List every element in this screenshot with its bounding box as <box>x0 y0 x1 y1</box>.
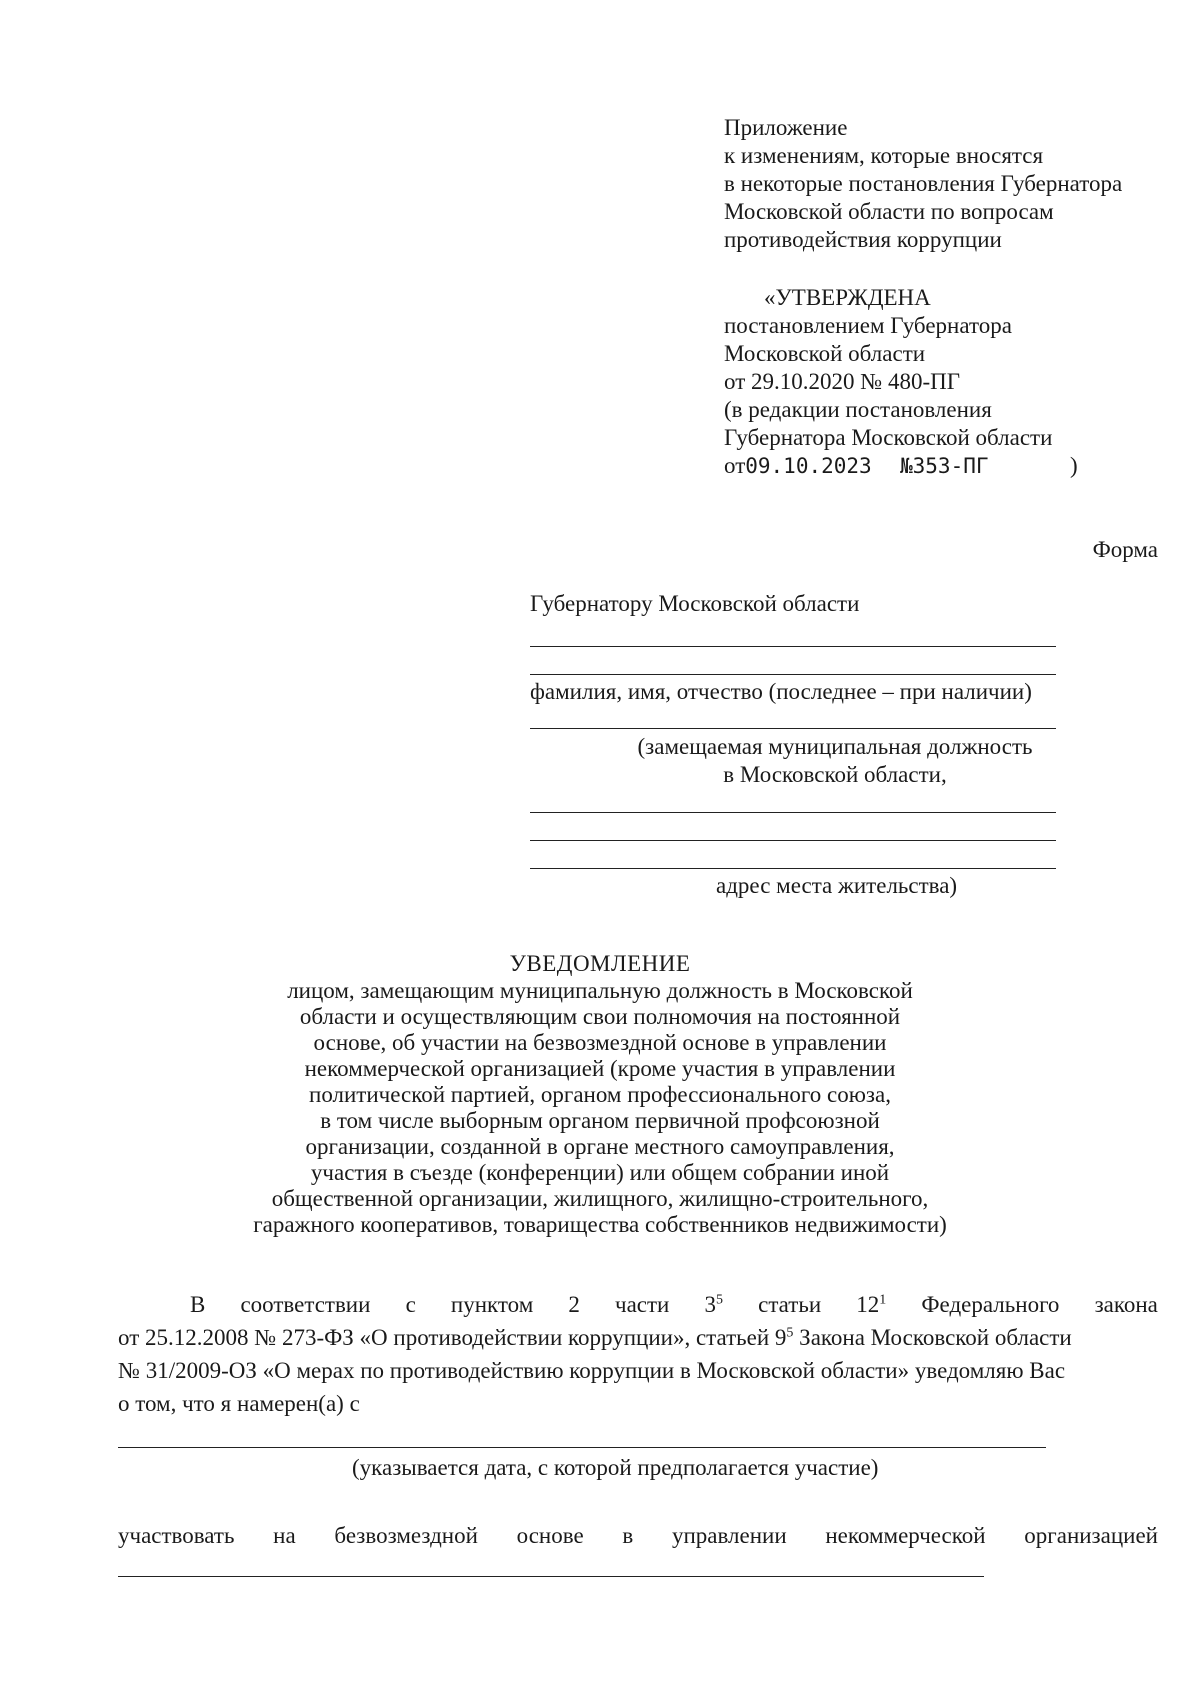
position-caption-line: в Московской области, <box>723 762 947 787</box>
notice-subtitle-line: политической партией, органом профессионального союза, <box>309 1082 891 1107</box>
appendix-block <box>724 114 1122 254</box>
fill-line-name-1[interactable] <box>530 646 1056 647</box>
body-word: организацией <box>1024 1523 1158 1548</box>
fill-line-organization[interactable] <box>118 1576 984 1577</box>
notice-subtitle-line: основе, об участии на безвозмездной основе в управлении <box>313 1030 887 1055</box>
part-number: 3 <box>704 1292 716 1317</box>
appendix-line: в некоторые постановления Губернатора <box>724 171 1123 196</box>
approval-line: (в редакции постановления <box>724 397 992 422</box>
fill-line-name-2[interactable] <box>530 674 1056 675</box>
body-word: пунктом <box>450 1292 534 1317</box>
form-label: Форма <box>1092 537 1158 562</box>
body-text-run: от 25.12.2008 № 273-ФЗ «О противодействии коррупции», статьей 9 <box>118 1325 787 1350</box>
notice-title-block <box>150 950 1050 1238</box>
notice-subtitle-line: участия в съезде (конференции) или общем собрании иной <box>310 1160 890 1185</box>
body-word: в <box>622 1523 634 1548</box>
body-line-4: о том, что я намерен(а) с <box>118 1391 360 1416</box>
body-text-run: Закона Московской области <box>793 1325 1072 1350</box>
body-line-1 <box>118 1288 1158 1321</box>
notice-subtitle-line: общественной организации, жилищного, жилищно-строительного, <box>271 1186 929 1211</box>
address-caption: адрес места жительства) <box>716 873 958 898</box>
appendix-line: противодействия коррупции <box>724 227 1002 252</box>
body-word: части <box>615 1292 670 1317</box>
fill-line-date[interactable] <box>118 1447 1046 1448</box>
superscript: 5 <box>786 1325 794 1341</box>
body-word: управлении <box>671 1523 787 1548</box>
fill-line-address-2[interactable] <box>530 840 1056 841</box>
fio-caption: фамилия, имя, отчество (последнее – при наличии) <box>530 679 1032 704</box>
fill-line-position[interactable] <box>530 728 1056 729</box>
notice-subtitle-line: гаражного кооперативов, товарищества собственников недвижимости) <box>253 1212 947 1237</box>
article-number: 12 <box>856 1292 880 1317</box>
superscript: 5 <box>716 1292 723 1308</box>
position-caption <box>600 733 1070 789</box>
body-word: на <box>273 1523 296 1548</box>
fill-line-address-1[interactable] <box>530 812 1056 813</box>
body-word: соответствии <box>240 1292 371 1317</box>
edition-date-line <box>724 452 1078 480</box>
approval-heading: «УТВЕРЖДЕНА <box>764 285 931 310</box>
body-word: основе <box>516 1523 584 1548</box>
notice-subtitle-line: лицом, замещающим муниципальную должность в Московской <box>287 978 913 1003</box>
appendix-line: Московской области по вопросам <box>724 199 1054 224</box>
body-line-last <box>118 1522 1158 1550</box>
position-caption-line: (замещаемая муниципальная должность <box>637 734 1033 759</box>
body-word: с <box>405 1292 416 1317</box>
recipient-line: Губернатору Московской области <box>530 591 860 616</box>
approval-line: Губернатора Московской области <box>724 425 1053 450</box>
notice-subtitle-line: некоммерческой организацией (кроме участия в управлении <box>304 1056 896 1081</box>
approval-line: от 29.10.2020 № 480-ПГ <box>724 369 961 394</box>
date-prefix: от <box>724 453 746 478</box>
body-word <box>705 1288 724 1321</box>
approval-block <box>724 284 1078 480</box>
notice-subtitle-line: области и осуществляющим свои полномочия на постоянной <box>299 1004 901 1029</box>
notice-body <box>118 1288 1158 1420</box>
closing-paren: ) <box>1070 453 1078 478</box>
date-caption: (указывается дата, с которой предполагается участие) <box>352 1455 879 1480</box>
appendix-line: к изменениям, которые вносятся <box>724 143 1044 168</box>
body-word: 2 <box>568 1292 580 1317</box>
body-word: закона <box>1094 1292 1158 1317</box>
body-word <box>856 1288 886 1321</box>
fill-line-address-3[interactable] <box>530 868 1056 869</box>
body-word: статьи <box>758 1292 822 1317</box>
number-stamp: №353-ПГ <box>900 454 989 478</box>
notice-subtitle-line: организации, созданной в органе местного самоуправления, <box>305 1134 895 1159</box>
approval-line: Московской области <box>724 341 926 366</box>
notice-title: УВЕДОМЛЕНИЕ <box>509 951 691 976</box>
body-word: некоммерческой <box>825 1523 986 1548</box>
body-line-3: № 31/2009-ОЗ «О мерах по противодействию коррупции в Московской области» уведомляю Вас <box>118 1358 1066 1383</box>
body-word: В <box>190 1292 206 1317</box>
body-word: Федерального <box>921 1292 1060 1317</box>
appendix-line: Приложение <box>724 115 848 140</box>
superscript: 1 <box>879 1292 887 1308</box>
approval-line: постановлением Губернатора <box>724 313 1012 338</box>
body-word: участвовать <box>118 1523 235 1548</box>
notice-subtitle-line: в том числе выборным органом первичной профсоюзной <box>320 1108 880 1133</box>
body-word: безвозмездной <box>334 1523 478 1548</box>
body-line-2 <box>118 1321 1158 1354</box>
date-stamp: 09.10.2023 <box>745 454 872 478</box>
